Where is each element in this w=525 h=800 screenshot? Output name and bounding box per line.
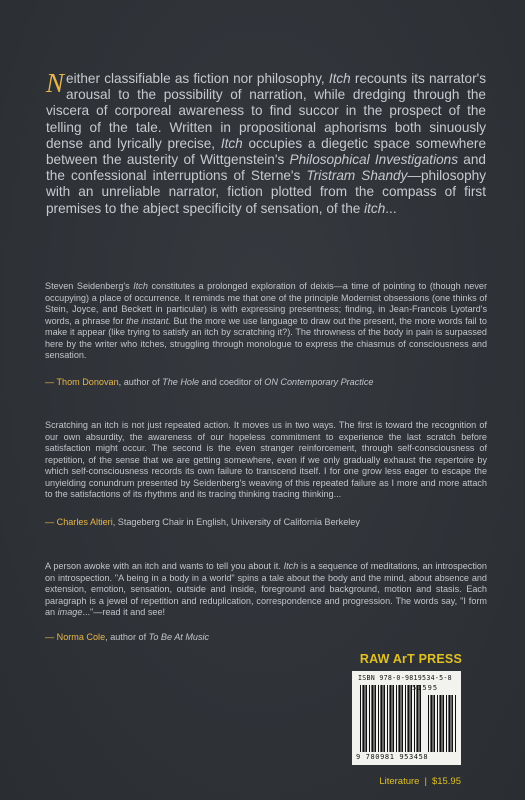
dash: — (45, 632, 57, 642)
barcode-bar (401, 685, 403, 752)
author-name: Norma Cole (56, 632, 106, 642)
barcode-bar (448, 695, 450, 752)
attribution-cole (45, 632, 209, 642)
intro-text: —philosophy with an unreliable narrator, fiction plotted from the compass of first premises to the abject specificity of sensation, of the (46, 168, 486, 216)
barcode-bar (455, 695, 456, 752)
author-affiliation: , Stageberg Chair in English, University of California Berkeley (112, 517, 360, 527)
attribution-altieri (45, 517, 360, 527)
attribution-donovan (45, 377, 373, 387)
work-title: To Be At Music (148, 632, 210, 642)
barcode-bar (387, 685, 388, 752)
barcode-bar (405, 685, 406, 752)
blurb-text: is a sequence of meditations, an introspection on introspection. "A being in a body in a world" spins a tale about the body and the mind, about absence and extension, emotion, sensation, outside and inside, foreground and background, motion and stasis. Each paragraph is a jewel of repetition and reduplication, correspondence and progression. The words say, "I form an (45, 561, 487, 617)
blurb-emphasis: image (57, 607, 83, 617)
barcode-bar (407, 685, 409, 752)
book-title: Itch (283, 561, 299, 571)
work-title: ON Contemporary Practice (264, 377, 374, 387)
barcode-bar (362, 685, 364, 752)
barcode-bar (442, 695, 444, 752)
barcode-bar (389, 685, 391, 752)
barcode-bar (365, 685, 367, 752)
barcode-bar (396, 685, 397, 752)
work-title: Tristram Shandy (306, 168, 408, 184)
book-title: itch (364, 200, 386, 216)
author-name: Thom Donovan (56, 377, 119, 387)
barcode-label (352, 671, 461, 765)
blurb-altieri (45, 420, 487, 501)
separator: | (424, 776, 427, 787)
intro-text: recounts its narrator's arousal to the possibility of narration, while dredging through the viscera of corporeal awareness to find succor in the prospect of the telling of the tale. Written in propositional aphorisms both sinuously dense and lyrically precise, (46, 71, 486, 151)
blurb-text: Scratching an itch is not just repeated action. It moves us in two ways. The first is toward the recognition of our own absurdity, the awareness of our hopeless commitment to experience the last scratch before satisfaction might occur. The second is the even stranger reinforcement, through self-consciousness of repetition, of the sense that we are getting somewhere, even if we only gradually exhaust the repertoire by which self-consciousness records its own failure to transcend itself. I for one grow less eager to escape the unyielding conundrum presented by Seidenberg's weaving of this repeated failure as I more and more attach to the satisfactions of its rhythms and its tracing thinking tracing thinking... (45, 420, 487, 499)
intro-text: ... (385, 200, 397, 216)
author-credit: , author of (105, 632, 149, 642)
intro-text: and the confessional interruptions of Sterne's (46, 152, 486, 184)
book-title: Itch (220, 135, 243, 151)
barcode-bar (360, 685, 361, 752)
blurb-text: But the more we use language to draw out the present, the more words fail to make it appear (like trying to satisfy an itch by scratching it?). The throwness of the body in pain is surpassed here by the writer who itches, struggling through monologue to express the chiasmus of consciousness and sensation. (45, 315, 487, 360)
barcode-bar (398, 685, 400, 752)
barcode-bar (378, 685, 379, 752)
barcode-bar (433, 695, 435, 752)
barcode-bar (430, 695, 432, 752)
barcode-bar (414, 685, 415, 752)
intro-paragraph (46, 68, 486, 217)
barcode-bar (374, 685, 376, 752)
blurb-text: A person awoke with an itch and wants to tell you about it. (45, 561, 284, 571)
isbn-text: ISBN 978-0-9819534-5-8 (358, 674, 452, 682)
intro-text: either classifiable as fiction nor philosophy, (66, 71, 329, 86)
blurb-text: constitutes a prolonged exploration of deixis—a time of pointing to (though never occupying) a place of occurrence. It reminds me that one of the principle Modernist obsessions (one thinks of Stein, Joyce, and Beckett in particular) is with expressing presentness; finding, in Jean-Francois Lyotard's words, a phrase for (45, 281, 487, 326)
author-credit: and coeditor of (199, 377, 265, 387)
intro-text: occupies a diegetic space somewhere between the austerity of Wittgenstein's (46, 135, 486, 168)
barcode-bar (446, 695, 447, 752)
barcode-bar (437, 695, 438, 752)
footer-line (379, 776, 461, 787)
author-credit: , author of (118, 377, 163, 387)
price-label: $15.95 (431, 776, 461, 787)
drop-cap: N (46, 68, 65, 98)
barcode-image (352, 671, 461, 765)
ean-digits: 9 780981 953458 (356, 753, 429, 761)
category-label: Literature (379, 776, 420, 787)
blurb-cole (45, 561, 487, 619)
blurb-emphasis: the instant. (126, 315, 171, 326)
book-title: Itch (133, 281, 148, 291)
barcode-bar (451, 695, 453, 752)
barcode-bar (392, 685, 394, 752)
barcode-bar (419, 685, 421, 752)
publisher-logo: RAW ArT PRESS (359, 652, 462, 666)
barcode-bar (416, 685, 418, 752)
book-title: Itch (328, 71, 351, 86)
barcode-bar (369, 685, 370, 752)
dash: — (45, 377, 57, 387)
work-title: The Hole (162, 377, 200, 387)
blurb-donovan (45, 281, 487, 362)
price-code: 51595 (412, 684, 439, 692)
barcode-bar (380, 685, 382, 752)
barcode-bar (439, 695, 441, 752)
barcode-bar (371, 685, 373, 752)
work-title: Philosophical Investigations (289, 152, 459, 168)
author-name: Charles Altieri (56, 517, 113, 527)
barcode-bar (383, 685, 385, 752)
barcode-bar (410, 685, 412, 752)
dash: — (45, 517, 57, 527)
blurb-text: Steven Seidenberg's (45, 281, 134, 291)
blurb-text: ..."—read it and see! (82, 607, 166, 617)
barcode-bar (428, 695, 429, 752)
